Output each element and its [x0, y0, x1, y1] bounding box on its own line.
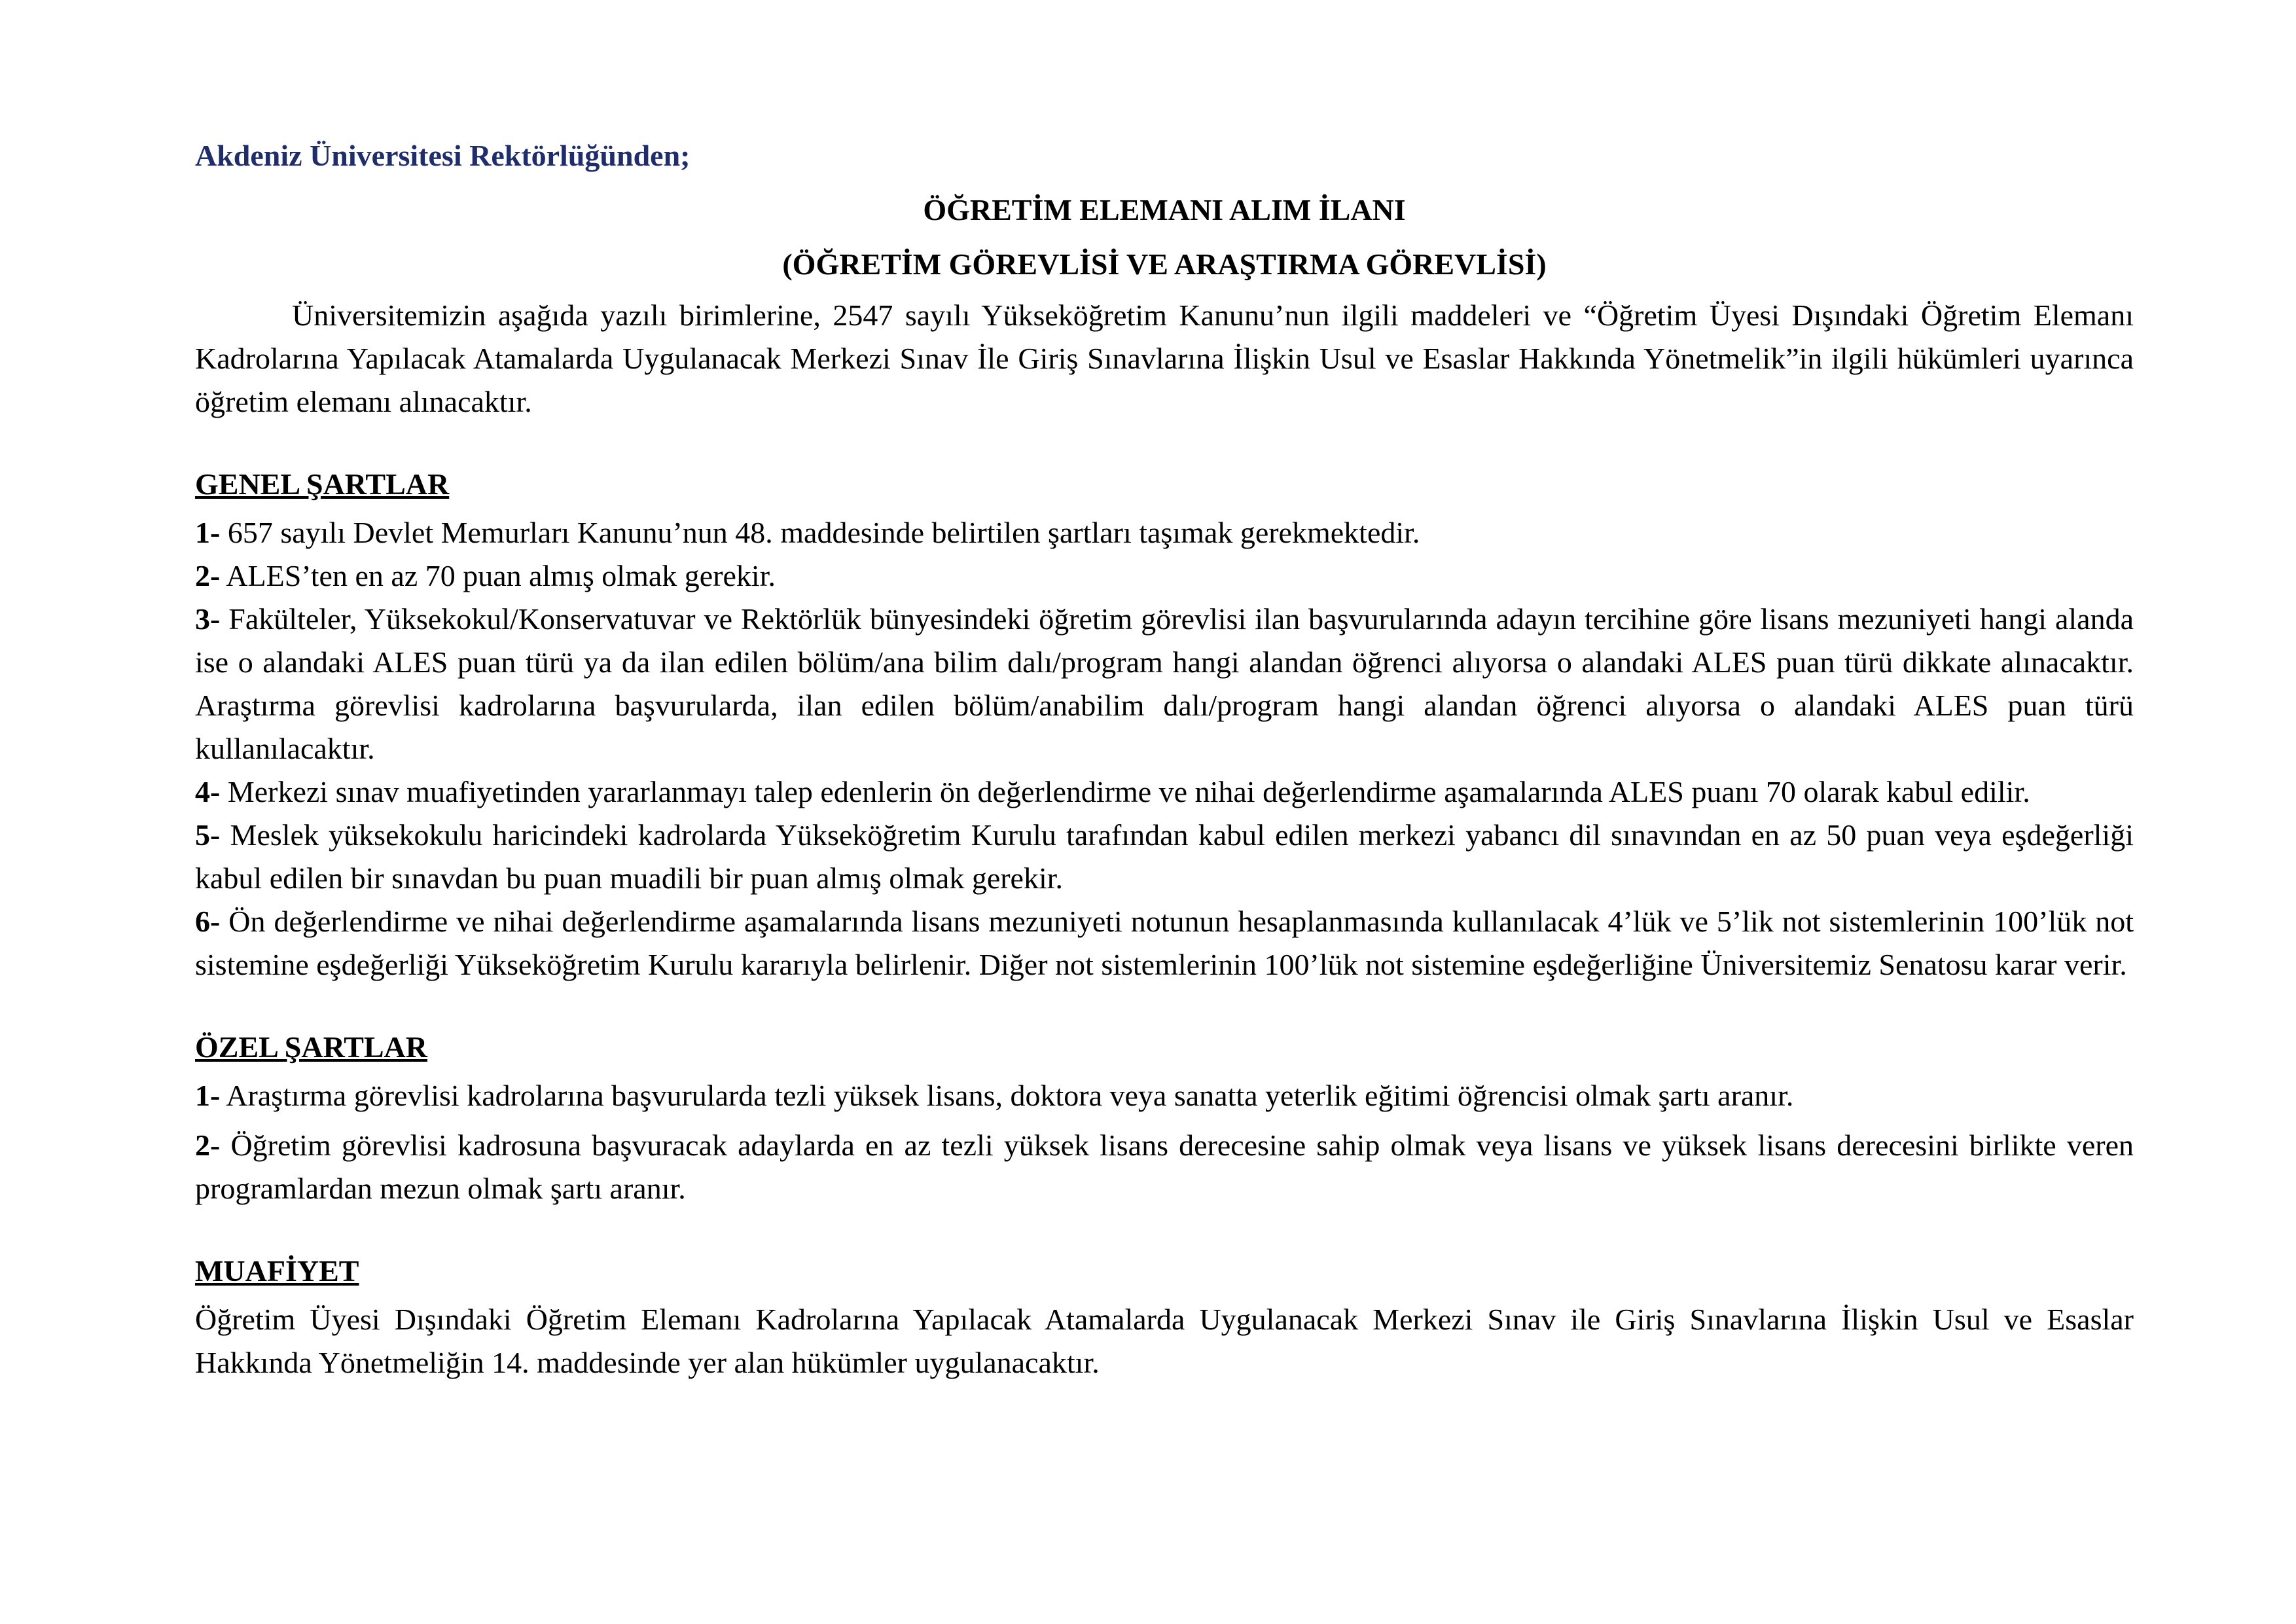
item-text: ALES’ten en az 70 puan almış olmak gerekir. [220, 559, 776, 592]
ozel-item-1 [195, 1074, 2134, 1117]
item-number: 5- [195, 818, 221, 852]
item-number: 1- [195, 1079, 221, 1112]
item-text: Merkezi sınav muafiyetinden yararlanmayı talep edenlerin ön değerlendirme ve nihai değerlendirme aşamalarında ALES puanı 70 olarak kabul edilir. [220, 775, 2030, 808]
item-text: Araştırma görevlisi kadrolarına başvurularda tezli yüksek lisans, doktora veya sanatta yeterlik eğitimi öğrencisi olmak şartı aranır. [220, 1079, 1794, 1112]
item-number: 2- [195, 559, 221, 592]
item-text: Ön değerlendirme ve nihai değerlendirme aşamalarında lisans mezuniyeti notunun hesaplanmasında kullanılacak 4’lük ve 5’lik not sistemlerinin 100’lük not sistemine eşdeğerliği Yükseköğretim Kurulu kararıyla belirlenir. Diğer not sistemlerinin 100’lük not sistemine eşdeğerliğine Üniversitemiz Senatosu karar verir. [195, 905, 2134, 981]
document-title: ÖĞRETİM ELEMANI ALIM İLANI [923, 193, 1406, 226]
muafiyet-heading: MUAFİYET [195, 1254, 359, 1288]
genel-item-2 [195, 554, 2134, 598]
item-number: 1- [195, 516, 221, 549]
genel-item-1 [195, 511, 2134, 554]
item-number: 6- [195, 905, 221, 938]
genel-item-3 [195, 598, 2134, 770]
item-number: 4- [195, 775, 221, 808]
document-subtitle: (ÖĞRETİM GÖREVLİSİ VE ARAŞTIRMA GÖREVLİSİ) [782, 247, 1547, 281]
genel-item-4 [195, 770, 2134, 814]
item-text: Öğretim görevlisi kadrosuna başvuracak adaylarda en az tezli yüksek lisans derecesine sahip olmak veya lisans ve yüksek lisans derecesini birlikte veren programlardan mezun olmak şartı aranır. [195, 1128, 2134, 1205]
muafiyet-paragraph: Öğretim Üyesi Dışındaki Öğretim Elemanı Kadrolarına Yapılacak Atamalarda Uygulanacak Merkezi Sınav ile Giriş Sınavlarına İlişkin Usul ve Esaslar Hakkında Yönetmeliğin 14. maddesinde yer alan hükümler uygulanacaktır. [195, 1303, 2134, 1379]
item-text: 657 sayılı Devlet Memurları Kanunu’nun 48. maddesinde belirtilen şartları taşımak gerekmektedir. [220, 516, 1420, 549]
ozel-sartlar-heading: ÖZEL ŞARTLAR [195, 1030, 427, 1064]
item-text: Meslek yüksekokulu haricindeki kadrolarda Yükseköğretim Kurulu tarafından kabul edilen merkezi yabancı dil sınavından en az 50 puan veya eşdeğerliği kabul edilen bir sınavdan bu puan muadili bir puan almış olmak gerekir. [195, 818, 2134, 895]
intro-paragraph: Üniversitemizin aşağıda yazılı birimlerine, 2547 sayılı Yükseköğretim Kanunu’nun ilgili maddeleri ve “Öğretim Üyesi Dışındaki Öğretim Elemanı Kadrolarına Yapılacak Atamalarda Uygulanacak Merkezi Sınav İle Giriş Sınavlarına İlişkin Usul ve Esaslar Hakkında Yönetmelik”in ilgili hükümleri uyarınca öğretim elemanı alınacaktır. [195, 298, 2134, 418]
genel-item-6 [195, 900, 2134, 986]
genel-sartlar-heading: GENEL ŞARTLAR [195, 467, 450, 501]
item-number: 2- [195, 1128, 221, 1162]
item-number: 3- [195, 602, 221, 636]
ozel-item-2 [195, 1124, 2134, 1210]
genel-item-5 [195, 814, 2134, 900]
document-page [195, 134, 2134, 1384]
institution-name: Akdeniz Üniversitesi Rektörlüğünden; [195, 139, 691, 172]
item-text: Fakülteler, Yüksekokul/Konservatuvar ve Rektörlük bünyesindeki öğretim görevlisi ilan başvurularında adayın tercihine göre lisans mezuniyeti hangi alanda ise o alandaki ALES puan türü ya da ilan edilen bölüm/ana bilim dalı/program hangi alandan öğrenci alıyorsa o alandaki ALES puan türü dikkate alınacaktır. Araştırma görevlisi kadrolarına başvurularda, ilan edilen bölüm/anabilim dalı/program hangi alandan öğrenci alıyorsa o alandaki ALES puan türü kullanılacaktır. [195, 602, 2134, 765]
